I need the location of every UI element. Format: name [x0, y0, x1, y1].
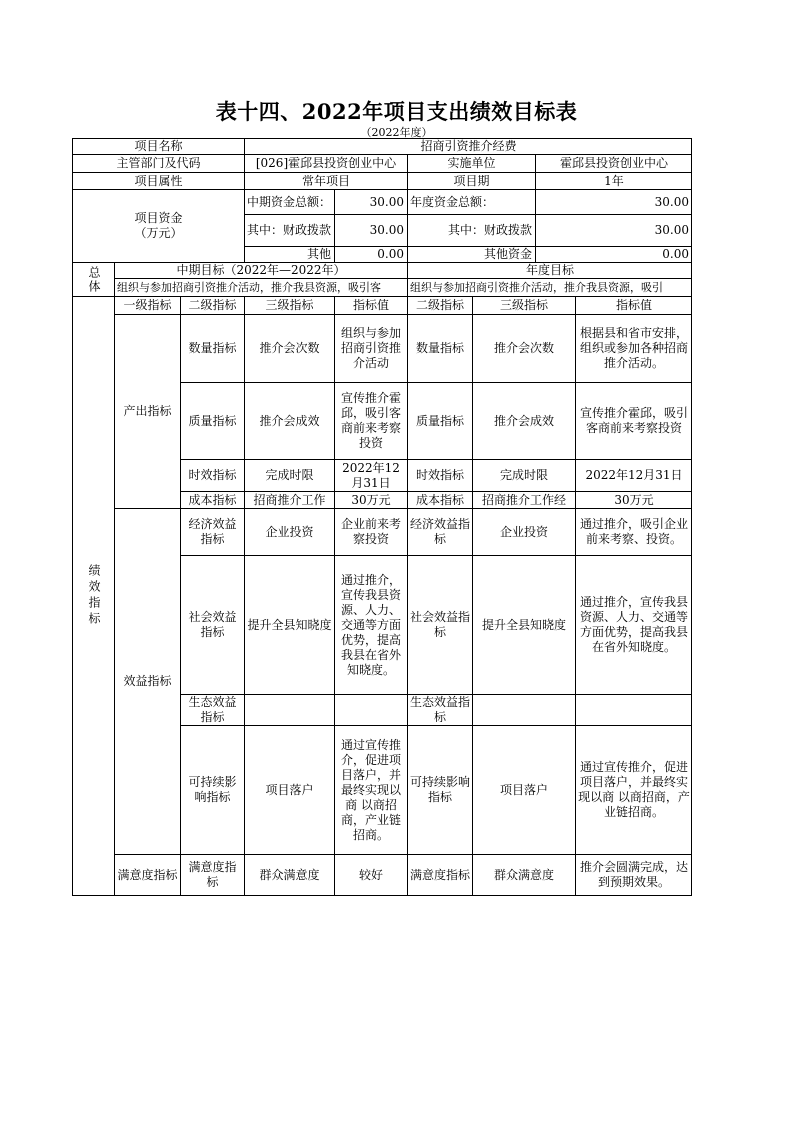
- mid-total-value: 30.00: [335, 190, 408, 215]
- year-fin-label: 其中：财政拨款: [408, 215, 536, 247]
- indicator-l2-cell: 成本指标: [181, 492, 245, 509]
- indicator-valb-cell: 30万元: [576, 492, 692, 509]
- indicator-val-cell: 较好: [335, 855, 408, 895]
- indicator-l3-cell: 推介会成效: [245, 383, 335, 460]
- overall-label: 总体: [73, 263, 115, 297]
- indicator-l3b-cell: 推介会次数: [473, 315, 576, 383]
- indicator-l2b-cell: 质量指标: [408, 383, 473, 460]
- indicator-l3-cell: 群众满意度: [245, 855, 335, 895]
- indicator-l3b-cell: 完成时限: [473, 460, 576, 492]
- indicator-valb-cell: [576, 695, 692, 726]
- indicator-valb-cell: 2022年12月31日: [576, 460, 692, 492]
- indicator-valb-cell: 推介会圆满完成，达到预期效果。: [579, 860, 688, 889]
- mid-goal-label: 中期目标（2022年—2022年）: [115, 263, 408, 279]
- indicator-l3-cell: 企业投资: [245, 509, 335, 556]
- indicator-val-cell: 通过推介，宣传我县资源、人力、交通等方面优势，提高我县在省外知晓度。: [335, 556, 408, 695]
- period-value: 1年: [536, 173, 692, 190]
- col-l2: 二级指标: [181, 297, 245, 315]
- indicator-l3-cell: 项目落户: [245, 726, 335, 855]
- indicator-valb-cell: 宣传推介霍邱，吸引客商前来考察投资: [576, 383, 692, 460]
- indicator-val-cell: 企业前来考察投资: [335, 509, 408, 556]
- year-other-value: 0.00: [536, 247, 692, 263]
- year-fin-value: 30.00: [536, 215, 692, 247]
- indicator-l2b-cell: 可持续影响指标: [408, 726, 473, 855]
- indicator-val-cell: 组织与参加招商引资推介活动: [335, 315, 408, 383]
- indicator-l2b-cell: 满意度指标: [408, 855, 473, 895]
- indicator-l3b-cell: [473, 695, 576, 726]
- col-l1: 一级指标: [115, 297, 181, 315]
- impl-value: 霍邱县投资创业中心: [536, 155, 692, 173]
- dept-value: [026]霍邱县投资创业中心: [245, 155, 408, 173]
- indicator-l3-cell: 招商推介工作: [245, 492, 335, 509]
- indicator-l2-cell: 时效指标: [181, 460, 245, 492]
- indicator-l2b-cell: 时效指标: [408, 460, 473, 492]
- indicator-l2b-cell: 生态效益指标: [408, 695, 473, 726]
- indicator-l3b-cell: 推介会成效: [473, 383, 576, 460]
- group-satisfaction: 满意度指标: [115, 855, 181, 895]
- indicator-l3b-cell: 群众满意度: [473, 855, 576, 895]
- indicator-l2-cell: 满意度指标: [181, 855, 245, 895]
- col-l3b: 三级指标: [473, 297, 576, 315]
- indicator-l3b-cell: 项目落户: [473, 726, 576, 855]
- perf-label: 绩效指标: [73, 297, 115, 895]
- mid-total-label: 中期资金总额：: [245, 190, 335, 215]
- indicator-l2-cell: 可持续影响指标: [181, 726, 245, 855]
- indicator-valb-cell: 通过推介，吸引企业前来考察、投资。: [576, 509, 692, 556]
- year-total-label: 年度资金总额：: [408, 190, 536, 215]
- col-l3: 三级指标: [245, 297, 335, 315]
- col-val: 指标值: [335, 297, 408, 315]
- period-label: 项目期: [408, 173, 536, 190]
- indicator-valb-cell: 通过推介，宣传我县资源、人力、交通等方面优势，提高我县在省外知晓度。: [576, 556, 692, 695]
- indicator-l2-cell: 经济效益指标: [181, 509, 245, 556]
- page-title: 表十四、2022年项目支出绩效目标表: [215, 99, 578, 124]
- indicator-l3-cell: 推介会次数: [245, 315, 335, 383]
- dept-label: 主管部门及代码: [73, 155, 245, 173]
- indicator-l2b-cell: 社会效益指标: [408, 556, 473, 695]
- group-output: 产出指标: [115, 315, 181, 509]
- performance-table: [72, 138, 692, 896]
- indicator-l2-cell: 社会效益指标: [181, 556, 245, 695]
- group-benefit: 效益指标: [115, 509, 181, 855]
- indicator-l3b-cell: 提升全县知晓度: [473, 556, 576, 695]
- impl-label: 实施单位: [408, 155, 536, 173]
- indicator-l2-cell: 数量指标: [181, 315, 245, 383]
- indicator-val-cell: [335, 695, 408, 726]
- attr-value: 常年项目: [245, 173, 408, 190]
- project-name-label: 项目名称: [73, 139, 245, 155]
- indicator-l2-cell: 质量指标: [181, 383, 245, 460]
- indicator-l2b-cell: 成本指标: [408, 492, 473, 509]
- indicator-l3b-cell: 企业投资: [473, 509, 576, 556]
- year-note: （2022年度）: [360, 126, 433, 139]
- mid-goal-text: 组织与参加招商引资推介活动，推介我县资源，吸引客: [115, 279, 408, 297]
- indicator-l2b-cell: 数量指标: [408, 315, 473, 383]
- mid-other-label: 其他: [245, 247, 335, 263]
- year-goal-label: 年度目标: [408, 263, 692, 279]
- col-l2b: 二级指标: [408, 297, 473, 315]
- indicator-valb-cell: 根据县和省市安排，组织或参加各种招商推介活动。: [576, 315, 692, 383]
- year-other-label: 其他资金: [408, 247, 536, 263]
- indicator-l3-cell: 提升全县知晓度: [245, 556, 335, 695]
- indicator-l3b-cell: 招商推介工作经: [473, 492, 576, 509]
- attr-label: 项目属性: [73, 173, 245, 190]
- indicator-val-cell: 宣传推介霍邱，吸引客商前来考察投资: [335, 383, 408, 460]
- indicator-val-cell: 通过宣传推介，促进项目落户，并最终实现以商 以商招商，产业链招商。: [335, 726, 408, 855]
- fund-label: 项目资金 （万元）: [73, 190, 245, 263]
- indicator-val-cell: 2022年12月31日: [335, 460, 408, 492]
- mid-fin-value: 30.00: [335, 215, 408, 247]
- indicator-l2-cell: 生态效益指标: [181, 695, 245, 726]
- indicator-valb-cell: 通过宣传推介，促进项目落户，并最终实现以商 以商招商，产业链招商。: [576, 726, 692, 855]
- mid-fin-label: 其中：财政拨款: [245, 215, 335, 247]
- year-total-value: 30.00: [536, 190, 692, 215]
- indicator-val-cell: 30万元: [335, 492, 408, 509]
- indicator-l3-cell: 完成时限: [245, 460, 335, 492]
- year-goal-text: 组织与参加招商引资推介活动，推介我县资源，吸引: [408, 279, 692, 297]
- indicator-l2b-cell: 经济效益指标: [408, 509, 473, 556]
- mid-other-value: 0.00: [335, 247, 408, 263]
- indicator-l3-cell: [245, 695, 335, 726]
- project-name-value: 招商引资推介经费: [245, 139, 692, 155]
- col-valb: 指标值: [576, 297, 692, 315]
